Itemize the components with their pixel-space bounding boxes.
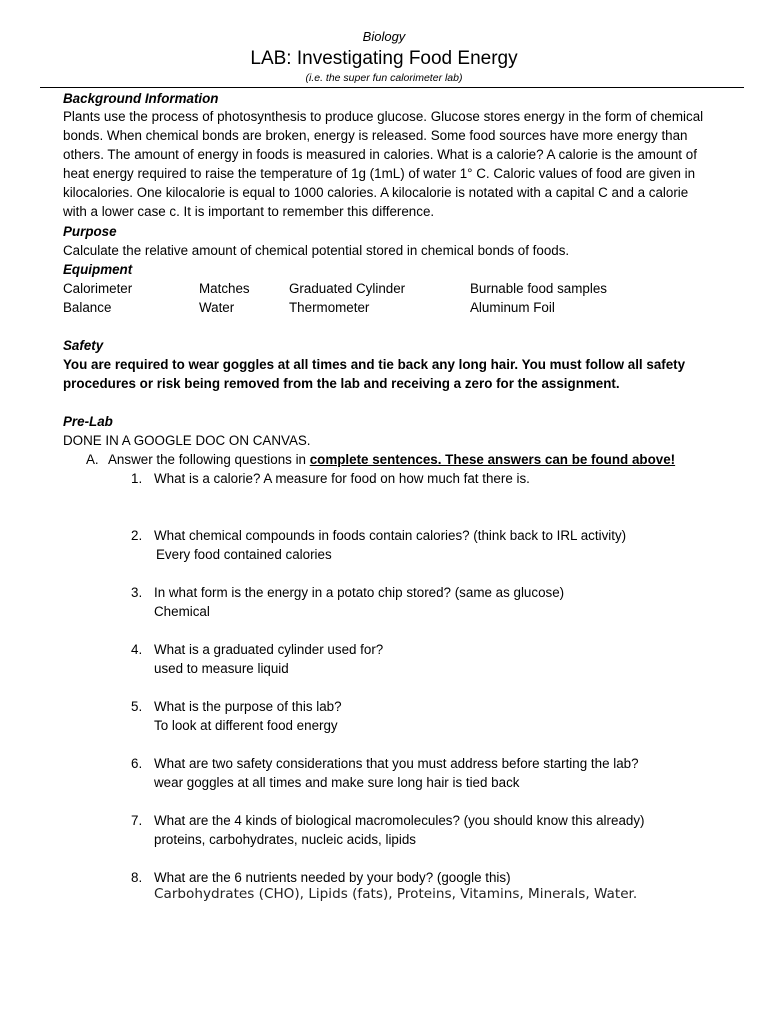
- equipment-cell: Aluminum Foil: [470, 300, 555, 315]
- safety-heading: Safety: [63, 338, 104, 353]
- equipment-cell: Burnable food samples: [470, 281, 607, 296]
- equipment-cell: Thermometer: [289, 300, 370, 315]
- safety-text-line: procedures or risk being removed from the lab and receiving a zero for the assignment.: [63, 376, 620, 391]
- page-subtitle: (i.e. the super fun calorimeter lab): [305, 72, 463, 84]
- answer-text: To look at different food energy: [154, 718, 338, 733]
- question-number: 1.: [131, 471, 143, 486]
- question-number: 5.: [131, 699, 143, 714]
- question-number: 7.: [131, 813, 143, 828]
- answer-text: wear goggles at all times and make sure long hair is tied back: [154, 775, 520, 790]
- question-text: What is the purpose of this lab?: [154, 699, 342, 714]
- equipment-cell: Matches: [199, 281, 250, 296]
- question-text: What are the 6 nutrients needed by your body? (google this): [154, 870, 511, 885]
- answer-text: proteins, carbohydrates, nucleic acids, lipids: [154, 832, 416, 847]
- question-number: 8.: [131, 870, 143, 885]
- question-text: What chemical compounds in foods contain calories? (think back to IRL activity): [154, 528, 627, 543]
- instruction-text: Answer the following questions in: [108, 452, 310, 467]
- page-title: LAB: Investigating Food Energy: [250, 48, 518, 69]
- question-number: 2.: [131, 528, 143, 543]
- purpose-heading: Purpose: [63, 224, 117, 239]
- instruction-emphasis: complete sentences. These answers can be found above!: [309, 452, 676, 467]
- instruction-line: [108, 450, 675, 469]
- equipment-cell: Graduated Cylinder: [289, 281, 406, 296]
- prelab-note: DONE IN A GOOGLE DOC ON CANVAS.: [63, 433, 311, 448]
- answer-text: Chemical: [154, 604, 210, 619]
- subject-label: Biology: [362, 29, 406, 44]
- question-text: What is a calorie? A measure for food on how much fat there is.: [154, 471, 530, 486]
- background-heading: Background Information: [63, 91, 219, 106]
- question-text: What are the 4 kinds of biological macromolecules? (you should know this already): [154, 813, 645, 828]
- question-text: In what form is the energy in a potato chip stored? (same as glucose): [154, 585, 565, 600]
- answer-text: Carbohydrates (CHO), Lipids (fats), Proteins, Vitamins, Minerals, Water.: [154, 886, 638, 902]
- question-number: 3.: [131, 585, 143, 600]
- safety-text-line: You are required to wear goggles at all times and tie back any long hair. You must follow all safety: [63, 357, 686, 372]
- header-divider: [40, 87, 744, 88]
- equipment-heading: Equipment: [63, 262, 133, 277]
- question-number: 6.: [131, 756, 143, 771]
- equipment-cell: Calorimeter: [63, 281, 133, 296]
- equipment-cell: Water: [199, 300, 235, 315]
- instruction-marker: A.: [86, 452, 99, 467]
- question-text: What is a graduated cylinder used for?: [154, 642, 384, 657]
- answer-text: Every food contained calories: [156, 547, 332, 562]
- background-paragraph: Plants use the process of photosynthesis to produce glucose. Glucose stores energy in the form of chemical bonds. When chemical bonds are broken, energy is released. Some food sources have more energy than others. The amount of energy in foods is measured in calories. What is a calorie? A calorie is the amount of heat energy required to raise the temperature of 1g (1mL) of water 1° C. Caloric values of food are given in kilocalories. One kilocalorie is equal to 1000 calories. A kilocalorie is notated with a capital C and a calorie with a lower case c. It is important to remember this difference.: [63, 109, 704, 219]
- answer-text: used to measure liquid: [154, 661, 289, 676]
- equipment-cell: Balance: [63, 300, 112, 315]
- question-number: 4.: [131, 642, 143, 657]
- prelab-heading: Pre-Lab: [63, 414, 113, 429]
- question-text: What are two safety considerations that you must address before starting the lab?: [154, 756, 639, 771]
- purpose-text: Calculate the relative amount of chemical potential stored in chemical bonds of foods.: [63, 243, 570, 258]
